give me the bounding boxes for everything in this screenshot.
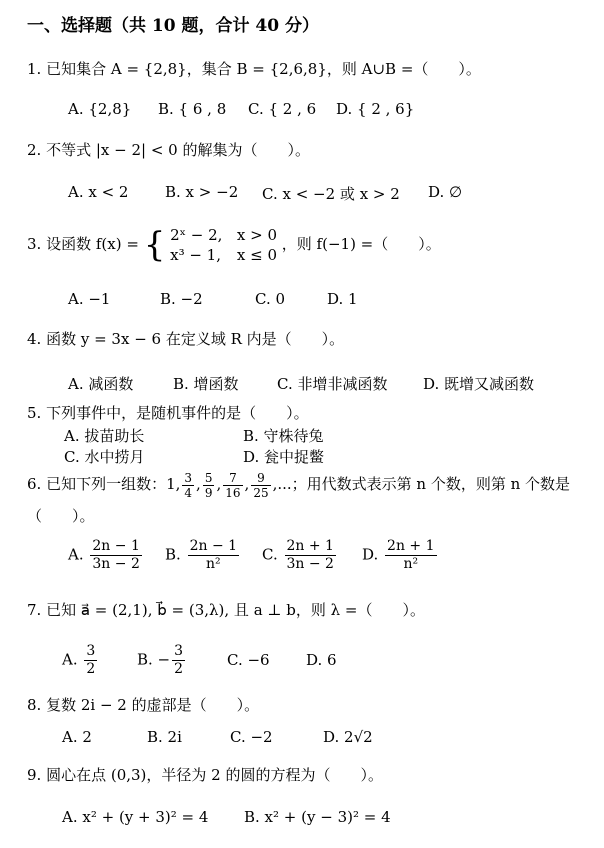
- q8-option-c: C. −2: [230, 728, 273, 746]
- q6-option-fraction: [90, 538, 141, 573]
- q8-option-d: D. 2√2: [323, 728, 373, 746]
- q6-option-fraction: [285, 538, 336, 573]
- q7-option-d: D. 6: [306, 651, 337, 669]
- q6-option-label: B.: [165, 545, 181, 564]
- question-2-stem: 2. 不等式 |x − 2| < 0 的解集为（ ）。: [27, 141, 310, 159]
- q1-option-c: C. { 2 , 6: [248, 100, 317, 118]
- q6-option-den: n²: [403, 556, 419, 572]
- q7-option-fraction: [172, 643, 185, 678]
- q8-option-a: A. 2: [62, 728, 92, 746]
- q7-option-num: 3: [86, 643, 96, 659]
- q8-option-b: B. 2i: [147, 728, 182, 746]
- q3-case-1-expr: 2ˣ − 2,: [170, 226, 223, 244]
- q6-option-fraction: [385, 538, 436, 573]
- q3-brace: {: [143, 225, 166, 265]
- q5-option-b: B. 守株待兔: [243, 427, 324, 445]
- q1-option-a: A. {2,8}: [68, 100, 132, 118]
- q7-option-b: [137, 643, 187, 678]
- question-8-stem: 8. 复数 2i − 2 的虚部是（ ）。: [27, 696, 260, 714]
- q6-option-den: 3n − 2: [286, 556, 334, 572]
- q6-seq-den: 25: [253, 485, 269, 500]
- q6-seq-den: 9: [204, 485, 213, 500]
- q4-option-b: B. 增函数: [173, 375, 239, 393]
- q6-option-den: n²: [205, 556, 221, 572]
- q6-seq-term: [203, 471, 215, 500]
- q6-option-label: D.: [362, 545, 379, 564]
- q5-option-c: C. 水中捞月: [64, 448, 145, 466]
- question-4-stem: 4. 函数 y = 3x − 6 在定义域 R 内是（ ）。: [27, 330, 345, 348]
- q6-option-label: C.: [262, 545, 278, 564]
- q7-option-num: 3: [174, 643, 184, 659]
- q6-option-b: [165, 538, 241, 573]
- q3-case-1-cond: x > 0: [236, 226, 277, 244]
- question-1-stem: 1. 已知集合 A = {2,8}，集合 B = {2,6,8}，则 A∪B =（ ）。: [27, 60, 481, 78]
- q5-option-d: D. 瓮中捉鳖: [243, 448, 325, 466]
- q2-option-c: C. x < −2 或 x > 2: [262, 185, 400, 203]
- q6-stem-line2: （ ）。: [27, 507, 95, 525]
- q6-stem-suffix: ,...；用代数式表示第 n 个数，则第 n 个数是: [272, 475, 571, 493]
- q3-case-2-expr: x³ − 1,: [170, 246, 221, 264]
- q7-option-den: 2: [86, 661, 96, 677]
- q6-option-d: [362, 538, 439, 573]
- q6-seq-term: [182, 471, 194, 500]
- q2-option-d: D. ∅: [428, 183, 463, 201]
- question-3-stem: [27, 222, 441, 266]
- q6-option-num: 2n − 1: [92, 538, 140, 554]
- q6-option-fraction: [188, 538, 239, 573]
- q3-option-c: C. 0: [255, 290, 286, 308]
- q1-option-d: D. { 2 , 6}: [336, 100, 415, 118]
- q5-option-a: A. 拔苗助长: [64, 427, 145, 445]
- q4-option-d: D. 既增又减函数: [423, 375, 535, 393]
- q6-option-num: 2n + 1: [286, 538, 334, 554]
- q9-option-b: B. x² + (y − 3)² = 4: [244, 808, 391, 826]
- q2-option-a: A. x < 2: [68, 183, 129, 201]
- q7-option-label: A.: [62, 650, 78, 669]
- q9-option-a: A. x² + (y + 3)² = 4: [62, 808, 209, 826]
- question-5-stem: 5. 下列事件中，是随机事件的是（ ）。: [27, 404, 309, 422]
- q6-option-a: [68, 538, 144, 573]
- q6-seq-num: 7: [223, 471, 242, 486]
- q7-option-c: C. −6: [227, 651, 270, 669]
- q7-option-a: [62, 643, 99, 678]
- question-7-stem: 7. 已知 a⃗ = (2,1), b⃗ = (3,λ), 且 a ⊥ b，则 λ =（ ）。: [27, 601, 425, 619]
- q3-stem-suffix: ，则 f(−1) =（ ）。: [281, 235, 441, 253]
- q3-option-a: A. −1: [68, 290, 111, 308]
- q7-option-fraction: [84, 643, 97, 678]
- section-title: 一、选择题（共 10 题，合计 40 分）: [27, 16, 319, 36]
- q6-seq-num: 9: [251, 471, 270, 486]
- q3-case-2-cond: x ≤ 0: [236, 246, 277, 264]
- q2-option-b: B. x > −2: [165, 183, 239, 201]
- q3-stem-prefix: 3. 设函数 f(x) =: [27, 235, 139, 253]
- q6-seq-num: 3: [184, 470, 193, 485]
- q6-option-num: 2n + 1: [387, 538, 435, 554]
- q6-option-den: 3n − 2: [92, 556, 140, 572]
- q6-seq-term: [251, 471, 270, 500]
- q6-stem-prefix: 6. 已知下列一组数：1,: [27, 475, 181, 493]
- q1-option-b: B. { 6 , 8: [158, 100, 227, 118]
- q4-option-c: C. 非增非减函数: [277, 375, 388, 393]
- question-9-stem: 9. 圆心在点 (0,3)，半径为 2 的圆的方程为（ ）。: [27, 766, 383, 784]
- q6-option-num: 2n − 1: [189, 538, 238, 554]
- q7-option-den: 2: [174, 661, 184, 677]
- q6-seq-num: 5: [204, 470, 213, 485]
- q6-seq-den: 4: [184, 485, 193, 500]
- question-6-stem: 6. 已知下列一组数：1, $\frac{3}{4}$ , $\frac{5}{9}$ , $\frac{7}{16}$ , $\frac{9}{25}$ ,...；用代数式表示第 n 个数，则第 n 个数是: [27, 470, 571, 500]
- q6-seq-den: 16: [225, 485, 241, 500]
- q6-option-label: A.: [68, 545, 84, 564]
- q3-cases: [170, 225, 277, 265]
- q4-option-a: A. 减函数: [68, 375, 134, 393]
- q6-option-c: [262, 538, 338, 573]
- q3-option-b: B. −2: [160, 290, 203, 308]
- q6-seq-term: [223, 471, 242, 500]
- q3-option-d: D. 1: [327, 290, 358, 308]
- q7-option-label: B. −: [137, 650, 171, 669]
